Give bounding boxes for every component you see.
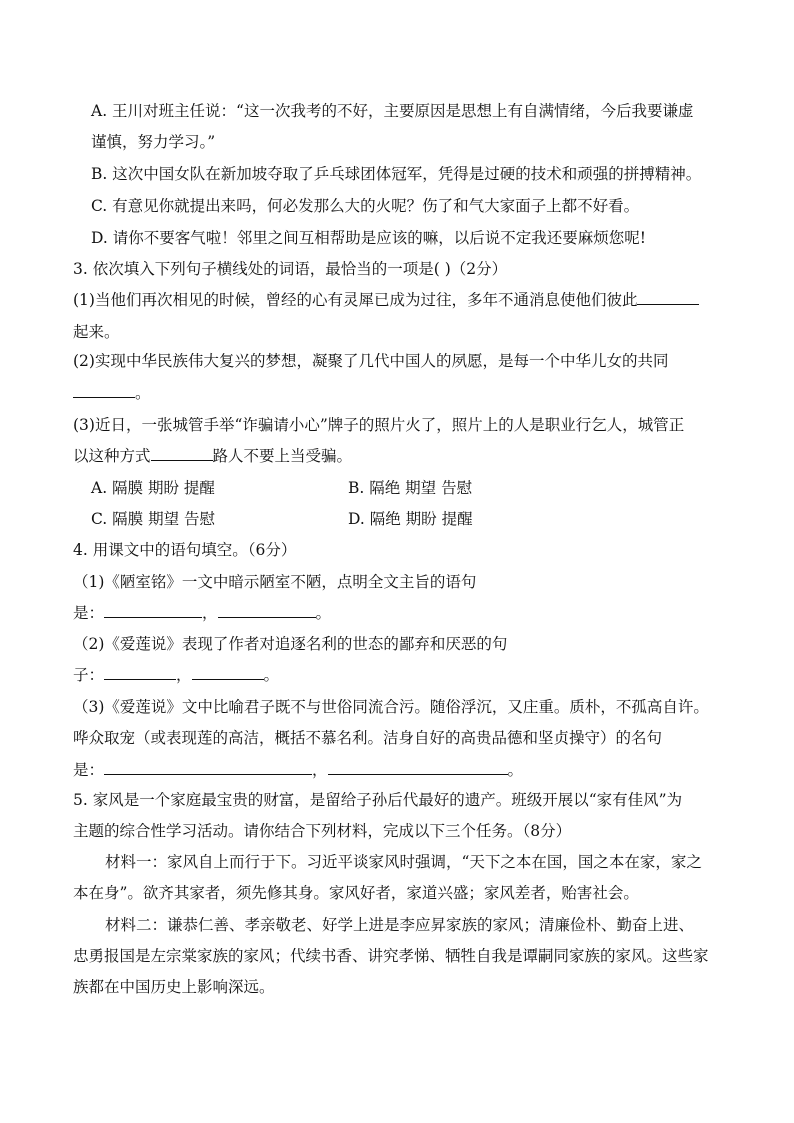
q2-option-b: B. 这次中国女队在新加坡夺取了乒乓球团体冠军，凭得是过硬的技术和顽强的拼搏精神。 bbox=[91, 165, 702, 183]
q3-sentence-3-line2 bbox=[73, 446, 352, 466]
q4-part-3-label: 是： bbox=[73, 761, 105, 779]
period: 。 bbox=[507, 761, 524, 779]
period: 。 bbox=[315, 604, 332, 622]
q3-sentence-1-text: (1)当他们再次相见的时候，曾经的心有灵犀已成为过往，多年不通消息使他们彼此 bbox=[73, 291, 638, 309]
q3-option-b: B. 隔绝 期望 告慰 bbox=[348, 479, 473, 497]
q4-part-2-line1: （2)《爱莲说》表现了作者对追逐名利的世态的鄙弃和厌恶的句 bbox=[73, 635, 508, 653]
q5-material-1-line2: 本在身”。欲齐其家者，须先修其身。家风好者，家道兴盛；家风差者，贻害社会。 bbox=[73, 884, 639, 902]
q2-option-c: C. 有意见你就提出来吗，何必发那么大的火呢？伤了和气大家面子上都不好看。 bbox=[91, 197, 640, 215]
q4-blank-1 bbox=[104, 603, 202, 618]
q3-option-c: C. 隔膜 期望 告慰 bbox=[91, 510, 216, 528]
q3-sentence-1-line1 bbox=[73, 290, 699, 310]
q4-blank-5 bbox=[104, 760, 312, 775]
q3-sentence-2-line1: (2)实现中华民族伟大复兴的梦想，凝聚了几代中国人的夙愿，是每一个中华儿女的共同 bbox=[73, 352, 669, 370]
q4-blank-3 bbox=[104, 665, 176, 680]
q5-material-2-line1: 材料二：谦恭仁善、孝亲敬老、好学上进是李应昇家族的家风；清廉俭朴、勤奋上进、 bbox=[105, 916, 695, 934]
q3-sentence-3-line1: (3)近日，一张城管手举“诈骗请小心”牌子的照片火了，照片上的人是职业行乞人，城管正 bbox=[73, 416, 685, 434]
q3-option-a: A. 隔膜 期盼 提醒 bbox=[91, 479, 215, 497]
q3-option-d: D. 隔绝 期盼 提醒 bbox=[348, 510, 473, 528]
comma: ， bbox=[176, 666, 192, 684]
q4-part-2-line2 bbox=[73, 665, 279, 685]
q4-blank-6 bbox=[328, 760, 508, 775]
period: 。 bbox=[263, 666, 280, 684]
q4-blank-4 bbox=[192, 665, 264, 680]
q3-blank-2 bbox=[73, 383, 135, 398]
q3-sentence-2-end: 。 bbox=[135, 384, 151, 402]
q3-blank-1 bbox=[637, 290, 699, 305]
q2-option-a-line2: 谨慎，努力学习。” bbox=[91, 133, 216, 151]
comma: ， bbox=[202, 604, 218, 622]
q4-stem: 4. 用课文中的语句填空。（6分） bbox=[73, 541, 297, 559]
q3-sentence-3-post: 路人不要上当受骗。 bbox=[212, 447, 353, 465]
q4-part-3-line2: 哗众取宠（或表现莲的高洁，概括不慕名利。洁身自好的高贵品德和坚贞操守）的名句 bbox=[73, 729, 663, 747]
q3-sentence-1-line2: 起来。 bbox=[73, 323, 120, 341]
q2-option-a-line1: A. 王川对班主任说：“这一次我考的不好，主要原因是思想上有自满情绪，今后我要谦虚 bbox=[91, 102, 694, 120]
q5-material-2-line2: 忠勇报国是左宗棠家族的家风；代续书香、讲究孝悌、牺牲自我是谭嗣同家族的家风。这些家 bbox=[73, 947, 709, 965]
q5-stem-line1: 5. 家风是一个家庭最宝贵的财富，是留给子孙后代最好的遗产。班级开展以“家有佳风”为 bbox=[73, 791, 683, 809]
q4-blank-2 bbox=[218, 603, 316, 618]
q2-option-d: D. 请你不要客气啦！邻里之间互相帮助是应该的嘛，以后说不定我还要麻烦您呢! bbox=[91, 229, 646, 247]
q5-stem-line2: 主题的综合性学习活动。请你结合下列材料，完成以下三个任务。（8分） bbox=[73, 822, 572, 840]
q4-part-3-line1: （3)《爱莲说》文中比喻君子既不与世俗同流合污。随俗浮沉，又庄重。质朴，不孤高自许。 bbox=[73, 698, 709, 716]
q3-stem: 3. 依次填入下列句子横线处的词语，最恰当的一项是( )（2分） bbox=[73, 260, 508, 278]
comma: ， bbox=[312, 761, 328, 779]
q3-blank-3 bbox=[151, 446, 213, 461]
q3-sentence-2-line2 bbox=[73, 383, 151, 403]
q5-material-1-line1: 材料一：家风自上而行于下。习近平谈家风时强调，“天下之本在国，国之本在家，家之 bbox=[105, 853, 702, 871]
q4-part-1-label: 是： bbox=[73, 604, 105, 622]
q4-part-2-label: 子： bbox=[73, 666, 105, 684]
q4-part-3-line3 bbox=[73, 760, 523, 780]
q3-sentence-3-pre: 以这种方式 bbox=[73, 447, 151, 465]
q5-material-2-line3: 族都在中国历史上影响深远。 bbox=[73, 978, 275, 996]
q4-part-1-line1: （1)《陋室铭》一文中暗示陋室不陋，点明全文主旨的语句 bbox=[73, 573, 477, 591]
q4-part-1-line2 bbox=[73, 603, 331, 623]
